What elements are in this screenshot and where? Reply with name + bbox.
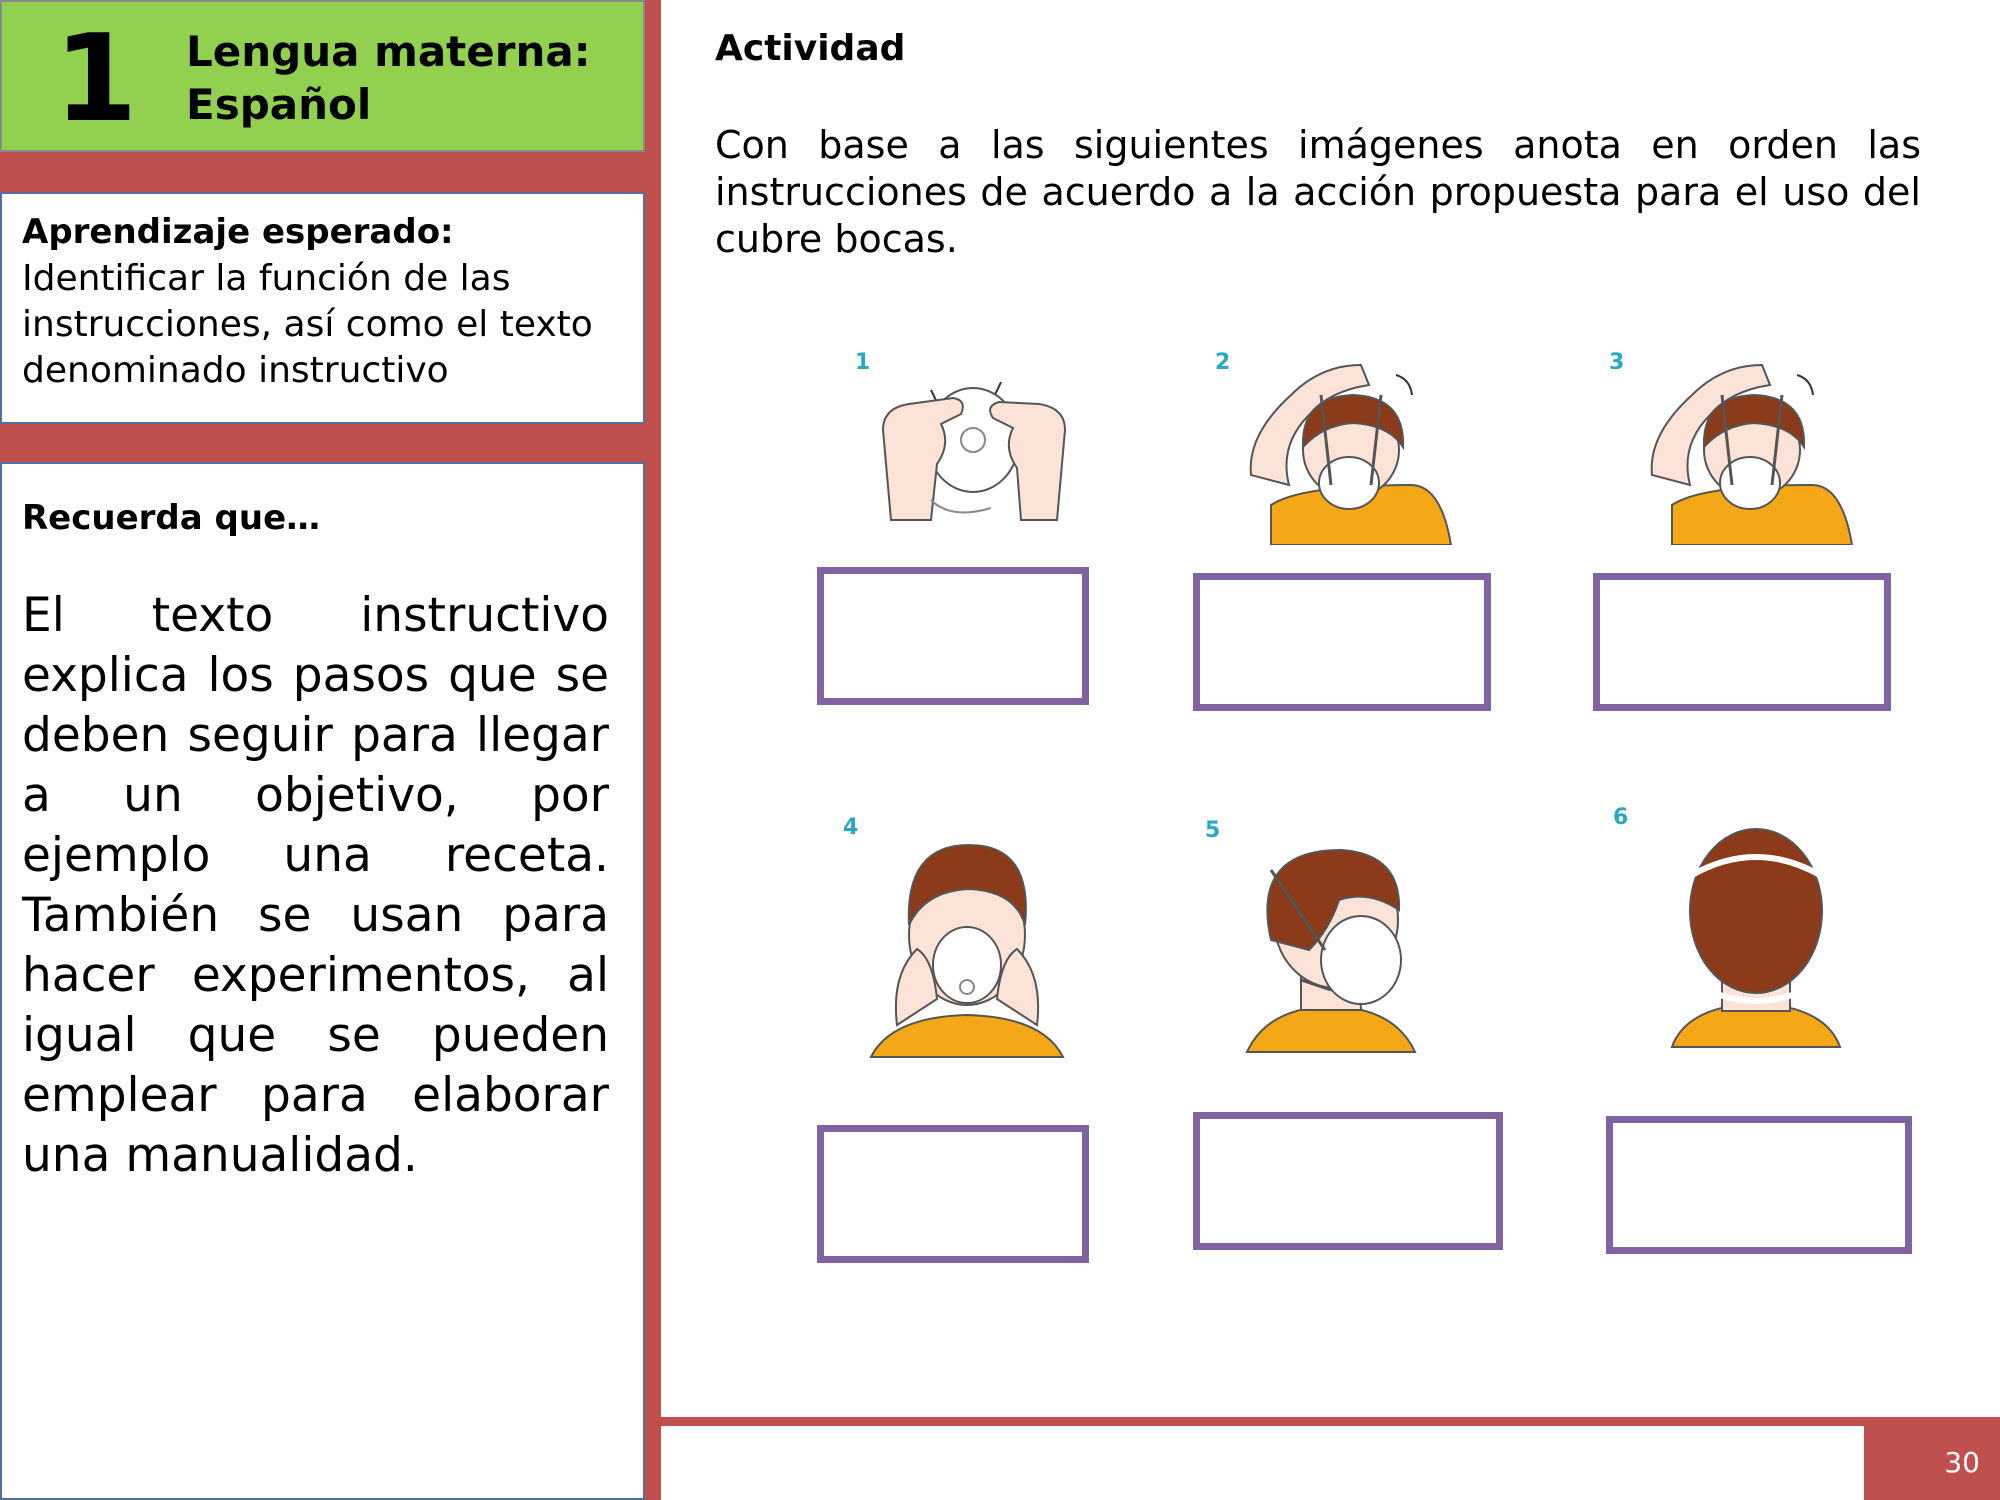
step-number-5: 5: [1205, 818, 1221, 843]
child-pulling-strap-icon-2: [1627, 355, 1867, 545]
answer-box-4[interactable]: [817, 1125, 1089, 1263]
learning-box: [0, 192, 645, 424]
activity-title: Actividad: [715, 28, 906, 69]
unit-header: [0, 0, 645, 152]
child-pressing-mask-icon: [867, 825, 1067, 1060]
activity-panel: [661, 0, 2000, 1420]
unit-number: 1: [54, 10, 138, 149]
remember-box: [0, 462, 645, 1500]
step-number-4: 4: [843, 815, 859, 840]
step-number-2: 2: [1215, 350, 1231, 375]
step-number-3: 3: [1609, 350, 1625, 375]
subject-title: Lengua materna: Español: [186, 27, 591, 129]
child-pulling-strap-icon: [1231, 355, 1461, 545]
footer-bar: [661, 1426, 1864, 1500]
answer-box-2[interactable]: [1193, 573, 1491, 711]
learning-text: Identificar la función de las instrucciones, así como el texto denominado instructivo: [22, 257, 593, 392]
page-number: 30: [1944, 1446, 1980, 1479]
answer-box-6[interactable]: [1606, 1116, 1912, 1254]
answer-box-5[interactable]: [1193, 1112, 1503, 1250]
hands-holding-mask-icon: [861, 360, 1081, 530]
remember-label: Recuerda que…: [22, 498, 321, 538]
step-number-6: 6: [1613, 805, 1629, 830]
remember-text: El texto instructivo explica los pasos que se deben seguir para llegar a un objetivo, por ejemplo una receta. También se usan para hacer experimentos, al igual que se pueden emplear para elaborar una manualidad.: [22, 588, 609, 1183]
head-back-straps-icon: [1666, 815, 1846, 1050]
step-number-1: 1: [855, 350, 871, 375]
child-side-mask-icon: [1241, 830, 1421, 1055]
learning-label: Aprendizaje esperado:: [22, 212, 454, 252]
answer-box-1[interactable]: [817, 567, 1089, 705]
activity-instructions: Con base a las siguientes imágenes anota en orden las instrucciones de acuerdo a la acción propuesta para el uso del cubre bocas.: [715, 123, 1921, 261]
answer-box-3[interactable]: [1593, 573, 1891, 711]
